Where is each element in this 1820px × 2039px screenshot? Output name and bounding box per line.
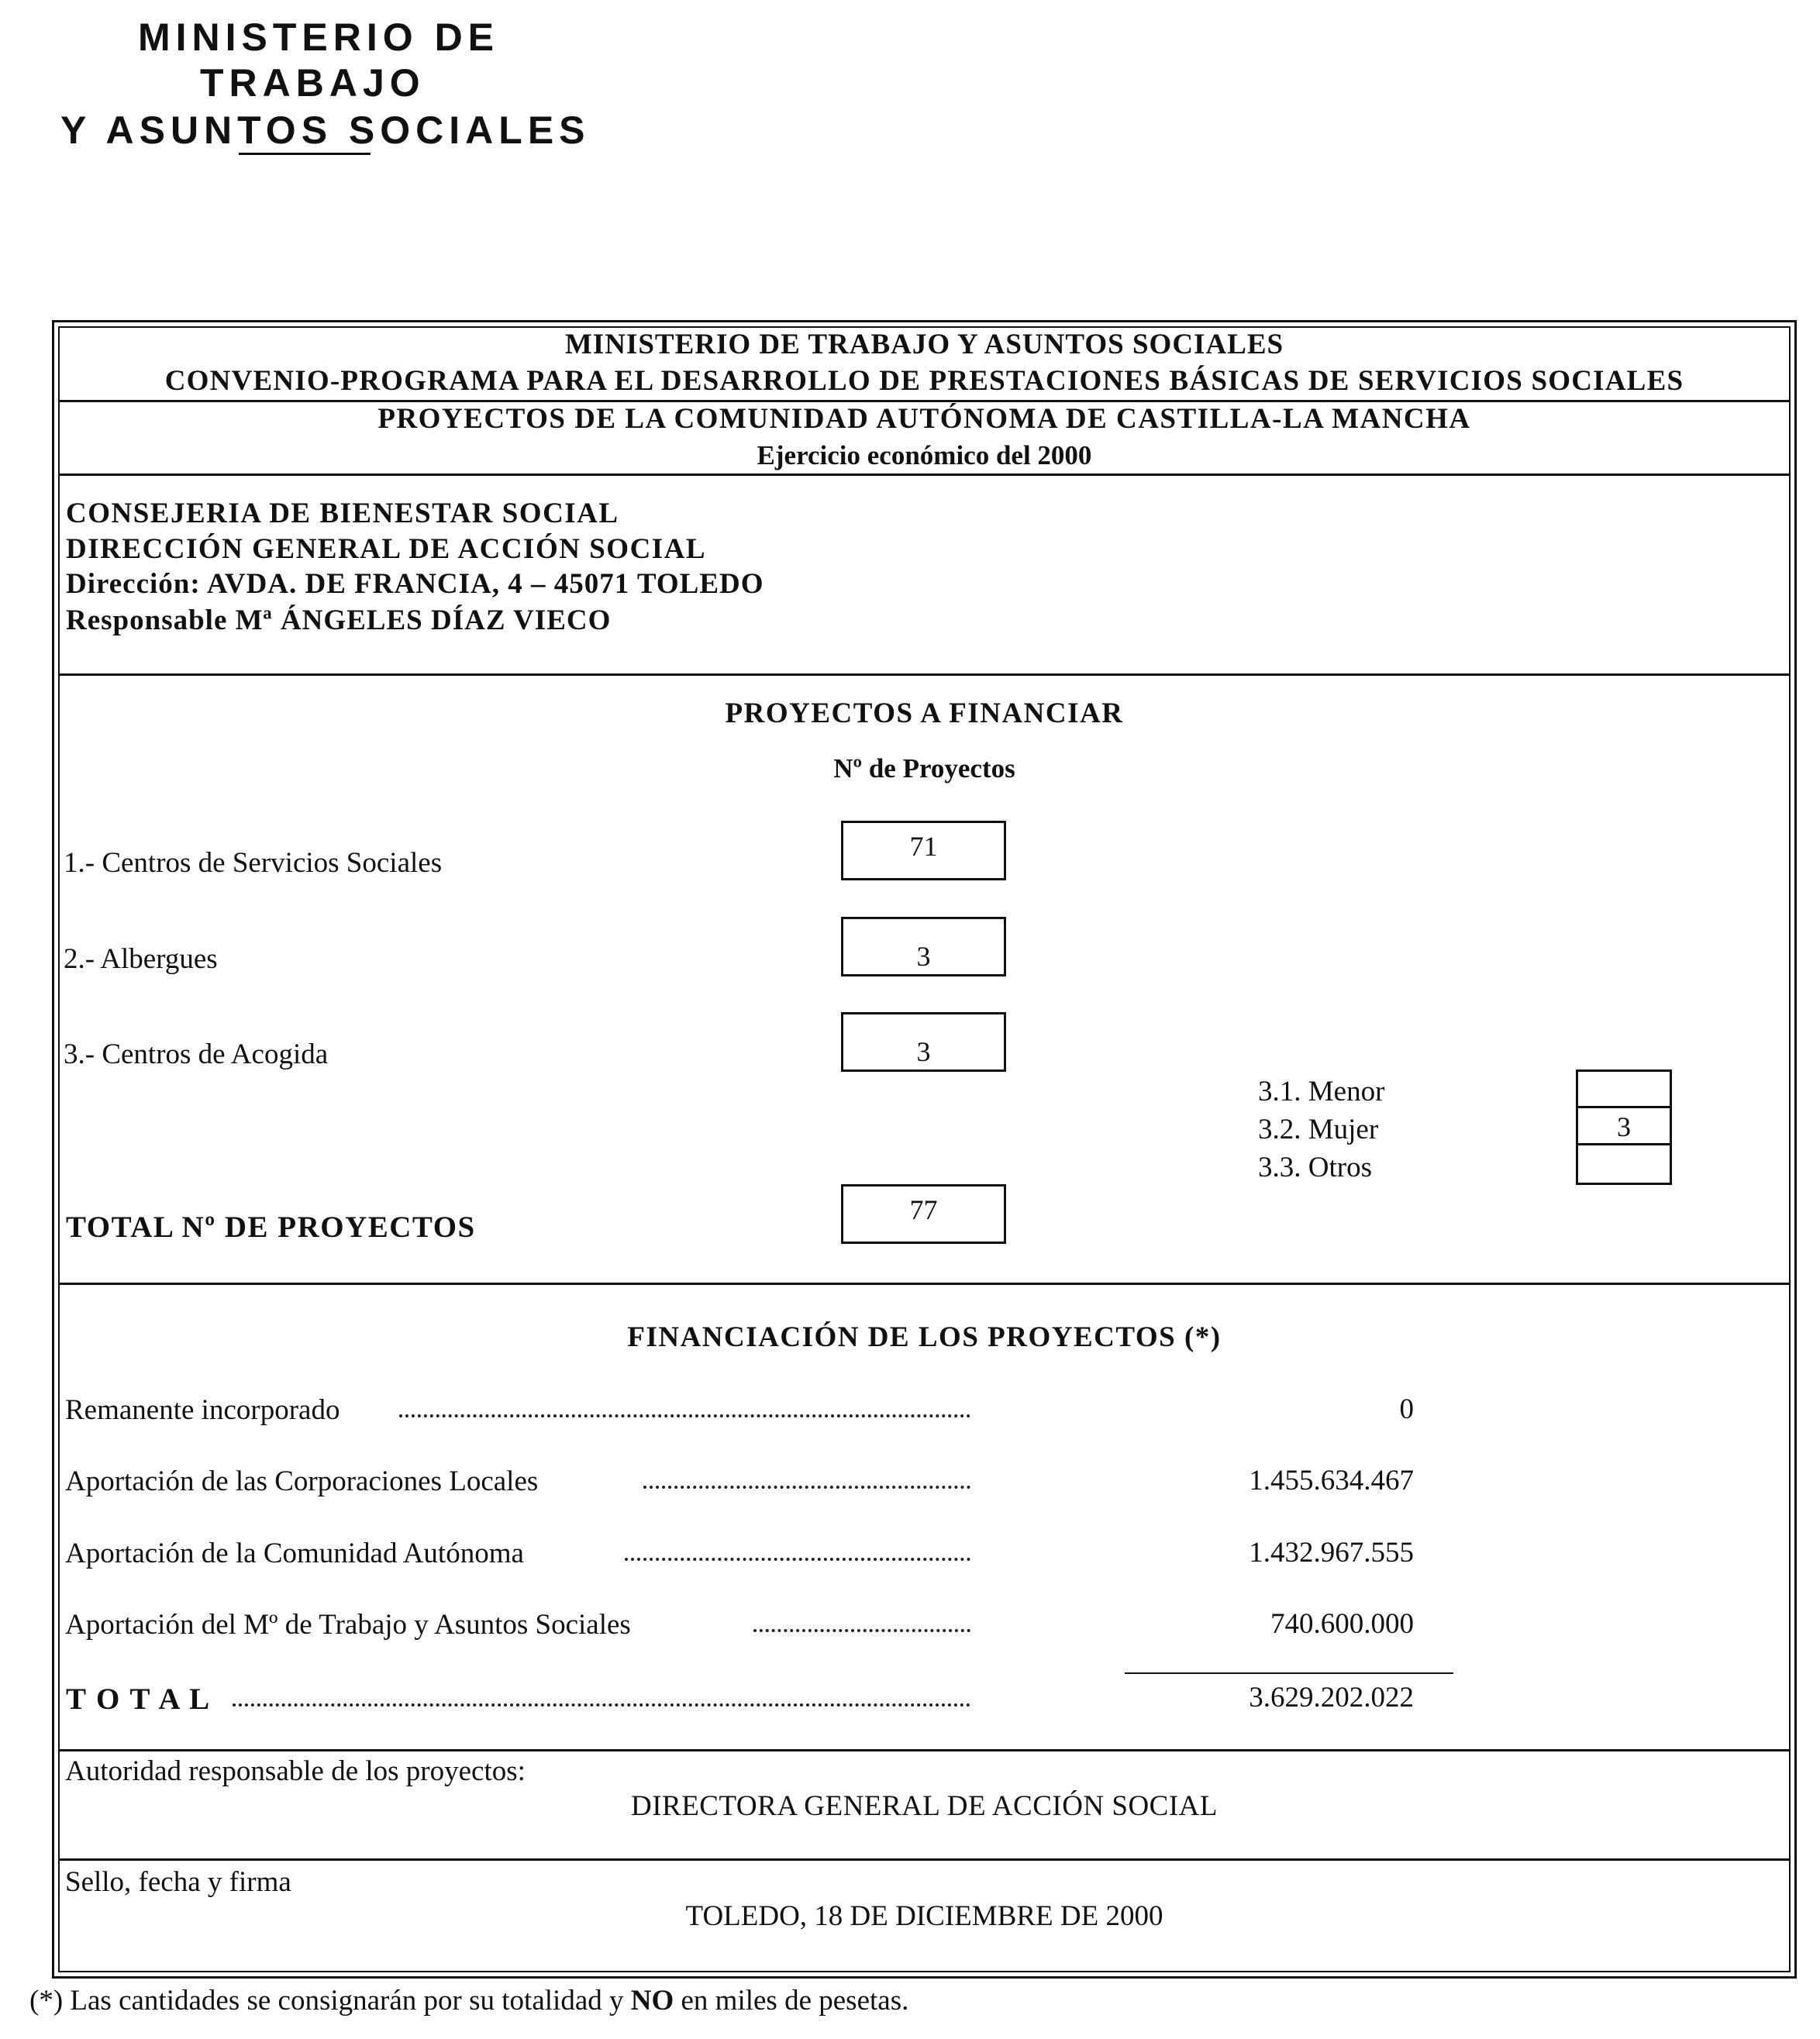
subitem-label: 3.3. Otros — [1258, 1152, 1372, 1183]
form-header-proyectos: PROYECTOS DE LA COMUNIDAD AUTÓNOMA DE CASTILLA-LA MANCHA — [377, 403, 1471, 435]
financing-row-amount: 1.455.634.467 — [1249, 1465, 1414, 1497]
signature-value: TOLEDO, 18 DE DICIEMBRE DE 2000 — [685, 1900, 1163, 1932]
footnote — [29, 1986, 908, 2015]
financing-row-leader — [643, 1486, 970, 1489]
authority-label: Autoridad responsable de los proyectos: — [65, 1755, 526, 1787]
projects-title: PROYECTOS A FINANCIAR — [725, 697, 1124, 729]
financing-row-label: Aportación del Mº de Trabajo y Asuntos Sociales — [65, 1609, 631, 1641]
divider-5 — [58, 1749, 1791, 1751]
letterhead-underline — [239, 153, 371, 155]
financing-row-label: Remanente incorporado — [65, 1394, 340, 1426]
letterhead-line3: Y ASUNTOS SOCIALES — [60, 108, 591, 152]
projects-total-value: 77 — [909, 1194, 938, 1225]
financing-row-leader — [753, 1629, 970, 1632]
project-item-value-box — [841, 917, 1006, 976]
financing-total-leader — [233, 1703, 970, 1707]
entity-consejeria: CONSEJERIA DE BIENESTAR SOCIAL — [66, 498, 619, 529]
subitem-value: 3 — [1617, 1111, 1631, 1142]
sum-rule — [1125, 1672, 1453, 1674]
form-header-ministry: MINISTERIO DE TRABAJO Y ASUNTOS SOCIALES — [564, 329, 1284, 360]
financing-row-amount: 0 — [1399, 1393, 1414, 1425]
divider-3 — [58, 673, 1791, 676]
projects-total-box — [841, 1184, 1006, 1244]
entity-direccion: Dirección: AVDA. DE FRANCIA, 4 – 45071 TOLEDO — [66, 568, 764, 600]
footnote-suffix: en miles de pesetas. — [674, 1985, 909, 2017]
entity-direccion-general: DIRECCIÓN GENERAL DE ACCIÓN SOCIAL — [66, 533, 707, 565]
project-item-label: 2.- Albergues — [64, 943, 218, 975]
financing-row-label: Aportación de la Comunidad Autónoma — [65, 1538, 524, 1569]
divider-6 — [58, 1858, 1791, 1861]
divider-1 — [58, 400, 1791, 402]
subitem-value-box — [1576, 1145, 1672, 1185]
divider-4 — [58, 1283, 1791, 1285]
projects-subtitle: Nº de Proyectos — [833, 753, 1015, 784]
financing-total-amount: 3.629.202.022 — [1249, 1682, 1414, 1714]
authority-value: DIRECTORA GENERAL DE ACCIÓN SOCIAL — [630, 1790, 1219, 1822]
footnote-emphasis: NO — [630, 1985, 674, 2017]
entity-responsable: Responsable Mª ÁNGELES DÍAZ VIECO — [66, 604, 612, 636]
project-item-label: 3.- Centros de Acogida — [64, 1038, 329, 1070]
subitem-label: 3.1. Menor — [1258, 1076, 1385, 1107]
form-header-ejercicio: Ejercicio económico del 2000 — [757, 440, 1092, 470]
project-item-label: 1.- Centros de Servicios Sociales — [64, 847, 443, 879]
signature-label: Sello, fecha y firma — [65, 1866, 291, 1898]
footnote-prefix: (*) Las cantidades se consignarán por su totalidad y — [29, 1985, 631, 2017]
financing-row-leader — [625, 1558, 970, 1561]
financing-row-amount: 740.600.000 — [1270, 1608, 1414, 1640]
project-item-value: 3 — [916, 1036, 931, 1067]
projects-total-label: TOTAL Nº DE PROYECTOS — [66, 1211, 476, 1244]
project-item-value: 71 — [909, 831, 938, 862]
divider-2 — [58, 474, 1791, 476]
financing-row-amount: 1.432.967.555 — [1249, 1537, 1414, 1569]
financing-title: FINANCIACIÓN DE LOS PROYECTOS (*) — [627, 1321, 1222, 1353]
financing-total-label: T O T A L — [66, 1683, 212, 1716]
subitem-value-box — [1576, 1107, 1672, 1145]
letterhead-line2: TRABAJO — [200, 61, 426, 105]
subitem-label: 3.2. Mujer — [1258, 1114, 1379, 1145]
form-header-convenio: CONVENIO-PROGRAMA PARA EL DESARROLLO DE PRESTACIONES BÁSICAS DE SERVICIOS SOCIALES — [164, 365, 1684, 397]
financing-row-leader — [399, 1414, 970, 1417]
financing-row-label: Aportación de las Corporaciones Locales — [65, 1466, 539, 1497]
subitem-value-box — [1576, 1069, 1672, 1108]
project-item-value-box — [841, 821, 1006, 880]
letterhead-line1: MINISTERIO DE — [138, 15, 500, 59]
project-item-value: 3 — [916, 941, 931, 972]
project-item-value-box — [841, 1012, 1006, 1072]
